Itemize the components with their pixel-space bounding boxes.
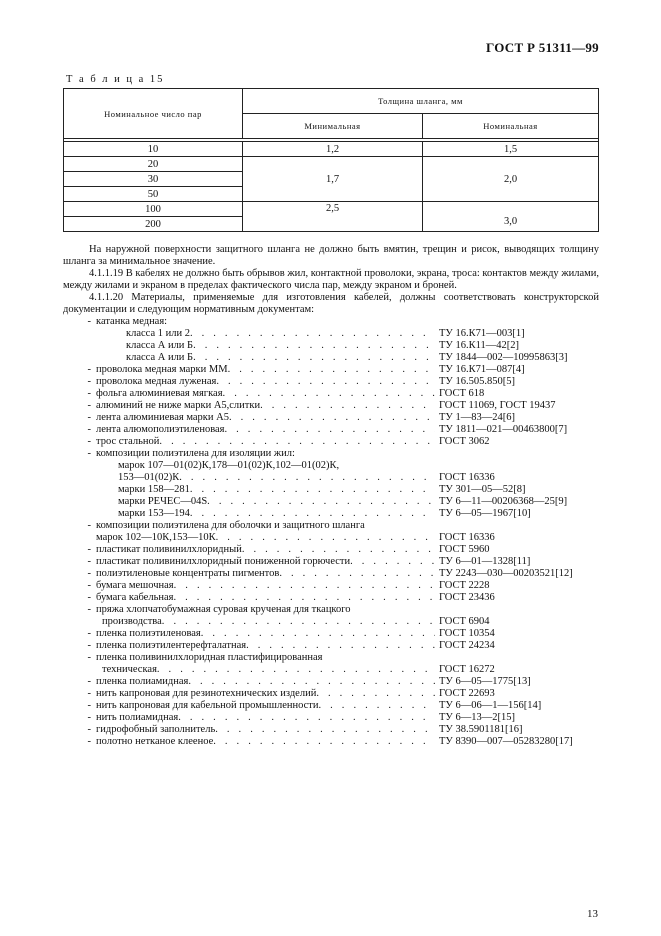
material-standard bbox=[435, 448, 599, 460]
material-name: композиции полиэтилена для оболочки и защитного шланга bbox=[96, 520, 365, 531]
material-name: гидрофобный заполнитель bbox=[96, 724, 216, 735]
list-dash: - bbox=[87, 424, 91, 435]
material-name: проволока медная луженая bbox=[96, 376, 217, 387]
list-dash: - bbox=[87, 388, 91, 399]
material-standard: ТУ 6—05—1775[13] bbox=[439, 676, 531, 687]
materials-list bbox=[63, 316, 599, 748]
material-standard: ГОСТ 2228 bbox=[439, 580, 490, 591]
material-standard: ТУ 16.505.850[5] bbox=[439, 376, 515, 387]
material-item bbox=[63, 628, 599, 640]
material-item bbox=[63, 496, 599, 508]
material-name: нить капроновая для кабельной промышленности bbox=[96, 700, 319, 711]
list-dash: - bbox=[87, 628, 91, 639]
material-standard: ТУ 6—01—1328[11] bbox=[439, 556, 531, 567]
list-dash: - bbox=[87, 364, 91, 375]
dot-leader bbox=[188, 676, 435, 688]
dot-leader bbox=[178, 712, 435, 724]
list-dash: - bbox=[87, 436, 91, 447]
material-item bbox=[63, 364, 599, 376]
table-cell-min: 1,2 bbox=[243, 142, 423, 157]
material-item bbox=[63, 424, 599, 436]
material-item bbox=[63, 460, 599, 472]
material-item bbox=[63, 712, 599, 724]
list-dash: - bbox=[87, 676, 91, 687]
material-item bbox=[63, 664, 599, 676]
material-item bbox=[63, 604, 599, 616]
material-name: проволока медная марки ММ bbox=[96, 364, 228, 375]
material-item bbox=[63, 472, 599, 484]
material-item bbox=[63, 388, 599, 400]
material-item bbox=[63, 568, 599, 580]
material-name: пряжа хлопчатобумажная суровая крученая для ткацкого bbox=[96, 604, 351, 615]
dot-leader bbox=[350, 556, 435, 568]
material-name: лента алюмополиэтиленовая bbox=[96, 424, 225, 435]
dot-leader bbox=[242, 544, 435, 556]
material-item bbox=[63, 616, 599, 628]
list-dash: - bbox=[87, 556, 91, 567]
dot-leader bbox=[228, 364, 435, 376]
material-standard: ТУ 6—13—2[15] bbox=[439, 712, 515, 723]
material-item bbox=[63, 508, 599, 520]
material-standard: ГОСТ 10354 bbox=[439, 628, 495, 639]
table-15 bbox=[63, 88, 599, 232]
dot-leader bbox=[201, 628, 435, 640]
material-name: марок 107—01(02)К,178—01(02)К,102—01(02)К, bbox=[118, 460, 340, 471]
dot-leader bbox=[167, 316, 435, 328]
material-standard: ГОСТ 618 bbox=[439, 388, 485, 399]
dot-leader bbox=[179, 472, 435, 484]
list-dash bbox=[63, 496, 96, 508]
material-item bbox=[63, 700, 599, 712]
material-standard: ТУ 6—06—1—156[14] bbox=[439, 700, 542, 711]
list-dash bbox=[63, 460, 96, 472]
dot-leader bbox=[193, 352, 435, 364]
material-name: класса А или Б bbox=[126, 340, 194, 351]
table-cell-min: 1,7 bbox=[243, 157, 423, 202]
dot-leader bbox=[190, 328, 435, 340]
list-dash: - bbox=[87, 316, 91, 327]
material-item bbox=[63, 352, 599, 364]
material-standard: ГОСТ 16336 bbox=[439, 532, 495, 543]
material-item bbox=[63, 580, 599, 592]
material-standard: ТУ 16.К71—003[1] bbox=[439, 328, 525, 339]
material-standard: ТУ 1—83—24[6] bbox=[439, 412, 515, 423]
material-name: пленка полиамидная bbox=[96, 676, 189, 687]
material-name: пленка полиэтиленовая bbox=[96, 628, 201, 639]
paragraph-4-1-1-19: 4.1.1.19 В кабелях не должно быть обрывов жил, контактной проволоки, экрана, троса: контактов между жилами, между жилами и экраном в пределах фактического числа пар, между экраном и броней. bbox=[63, 268, 599, 291]
material-name: марок 102—10К,153—10К bbox=[96, 532, 216, 543]
material-standard: ТУ 16.К11—42[2] bbox=[439, 340, 519, 351]
material-standard bbox=[435, 460, 599, 472]
material-standard: ГОСТ 22693 bbox=[439, 688, 495, 699]
material-standard: ГОСТ 16336 bbox=[439, 472, 495, 483]
list-dash: - bbox=[87, 688, 91, 699]
col-header-nom: Номинальная bbox=[423, 114, 599, 139]
material-item bbox=[63, 532, 599, 544]
material-item bbox=[63, 448, 599, 460]
material-item bbox=[63, 520, 599, 532]
paragraph-surface: На наружной поверхности защитного шланга не должно быть вмятин, трещин и рисок, выводящих толщину шланга за минимальное значение. bbox=[63, 244, 599, 267]
material-item bbox=[63, 688, 599, 700]
material-name: трос стальной bbox=[96, 436, 160, 447]
list-dash: - bbox=[87, 412, 91, 423]
material-standard: ТУ 6—11—00206368—25[9] bbox=[439, 496, 568, 507]
table-cell-nom: 2,0 bbox=[423, 157, 599, 202]
material-name: класса А или Б bbox=[126, 352, 194, 363]
material-name: пленка полиэтилентерефталатная bbox=[96, 640, 247, 651]
list-dash: - bbox=[87, 592, 91, 603]
table-cell-pairs: 100 bbox=[64, 202, 243, 217]
table-cell-pairs: 200 bbox=[64, 217, 243, 232]
material-name: бумага кабельная bbox=[96, 592, 174, 603]
material-name: бумага мешочная bbox=[96, 580, 174, 591]
table-cell-min: 2,5 bbox=[243, 202, 423, 232]
dot-leader bbox=[173, 592, 435, 604]
material-standard: ТУ 8390—007—05283280[17] bbox=[439, 736, 573, 747]
list-dash: - bbox=[87, 448, 91, 459]
dot-leader bbox=[339, 460, 435, 472]
col-header-min: Минимальная bbox=[243, 114, 423, 139]
dot-leader bbox=[246, 640, 435, 652]
list-dash: - bbox=[87, 724, 91, 735]
material-item bbox=[63, 724, 599, 736]
list-dash: - bbox=[87, 400, 91, 411]
table-caption: Т а б л и ц а 15 bbox=[66, 74, 165, 85]
material-name: композиции полиэтилена для изоляции жил: bbox=[96, 448, 295, 459]
material-name: техническая bbox=[102, 664, 157, 675]
paragraph-4-1-1-20: 4.1.1.20 Материалы, применяемые для изготовления кабелей, должны соответствовать конструкторской документации и следующим нормативным документам: bbox=[63, 292, 599, 315]
material-standard: ГОСТ 24234 bbox=[439, 640, 495, 651]
dot-leader bbox=[319, 700, 436, 712]
list-dash: - bbox=[87, 736, 91, 747]
dot-leader bbox=[223, 388, 435, 400]
material-standard: ГОСТ 11069, ГОСТ 19437 bbox=[439, 400, 556, 411]
page-number: 13 bbox=[587, 908, 598, 920]
dot-leader bbox=[365, 520, 435, 532]
dot-leader bbox=[225, 424, 436, 436]
material-standard bbox=[435, 604, 599, 616]
material-item bbox=[63, 556, 599, 568]
material-standard: ГОСТ 6904 bbox=[439, 616, 490, 627]
table-cell-nom: 3,0 bbox=[423, 202, 599, 232]
table-cell-pairs: 50 bbox=[64, 187, 243, 202]
material-item bbox=[63, 340, 599, 352]
list-dash: - bbox=[87, 520, 91, 531]
material-name: марки РЕЧЕС—04S bbox=[118, 496, 208, 507]
list-dash: - bbox=[87, 712, 91, 723]
document-header: ГОСТ Р 51311—99 bbox=[485, 40, 599, 55]
dot-leader bbox=[215, 724, 435, 736]
document-body bbox=[63, 244, 599, 748]
list-dash bbox=[63, 664, 96, 676]
material-standard: ГОСТ 16272 bbox=[439, 664, 495, 675]
dot-leader bbox=[159, 436, 435, 448]
material-item bbox=[63, 316, 599, 328]
material-item bbox=[63, 436, 599, 448]
list-dash: - bbox=[87, 544, 91, 555]
material-item bbox=[63, 376, 599, 388]
material-name: полотно нетканое клееное bbox=[96, 736, 214, 747]
material-standard bbox=[435, 652, 599, 664]
material-name: марки 153—194 bbox=[118, 508, 190, 519]
material-item bbox=[63, 412, 599, 424]
material-standard: ТУ 301—05—52[8] bbox=[439, 484, 526, 495]
material-item bbox=[63, 544, 599, 556]
dot-leader bbox=[216, 532, 435, 544]
material-name: 153—01(02)К bbox=[118, 472, 180, 483]
list-dash bbox=[63, 484, 96, 496]
material-name: полиэтиленовые концентраты пигментов bbox=[96, 568, 280, 579]
material-name: пластикат поливинилхлоридный пониженной горючести bbox=[96, 556, 351, 567]
list-dash bbox=[63, 472, 96, 484]
dot-leader bbox=[216, 376, 435, 388]
material-item bbox=[63, 400, 599, 412]
list-dash bbox=[63, 508, 96, 520]
material-name: производства bbox=[102, 616, 162, 627]
material-standard: ТУ 16.К71—087[4] bbox=[439, 364, 525, 375]
material-standard: ТУ 6—05—1967[10] bbox=[439, 508, 531, 519]
list-dash: - bbox=[87, 700, 91, 711]
table-cell-pairs: 20 bbox=[64, 157, 243, 172]
material-item bbox=[63, 736, 599, 748]
list-dash: - bbox=[87, 652, 91, 663]
material-name: пленка поливинилхлоридная пластифицированная bbox=[96, 652, 323, 663]
material-name: класса 1 или 2 bbox=[126, 328, 190, 339]
list-dash bbox=[63, 352, 96, 364]
material-standard: ГОСТ 5960 bbox=[439, 544, 490, 555]
table-cell-pairs: 30 bbox=[64, 172, 243, 187]
dot-leader bbox=[260, 400, 435, 412]
material-standard bbox=[435, 316, 599, 328]
material-standard: ТУ 1811—021—00463800[7] bbox=[439, 424, 568, 435]
material-item bbox=[63, 640, 599, 652]
material-item bbox=[63, 484, 599, 496]
material-standard: ГОСТ 23436 bbox=[439, 592, 495, 603]
dot-leader bbox=[190, 508, 435, 520]
material-name: нить капроновая для резинотехнических изделий bbox=[96, 688, 317, 699]
material-item bbox=[63, 592, 599, 604]
dot-leader bbox=[229, 412, 435, 424]
material-name: алюминий не ниже марки А5,слитки bbox=[96, 400, 261, 411]
material-name: катанка медная: bbox=[96, 316, 168, 327]
dot-leader bbox=[351, 604, 435, 616]
dot-leader bbox=[162, 616, 435, 628]
dot-leader bbox=[174, 580, 435, 592]
material-standard bbox=[435, 520, 599, 532]
table-cell-pairs: 10 bbox=[64, 142, 243, 157]
dot-leader bbox=[157, 664, 435, 676]
dot-leader bbox=[279, 568, 435, 580]
list-dash bbox=[63, 532, 96, 544]
material-standard: ГОСТ 3062 bbox=[439, 436, 490, 447]
material-name: пластикат поливинилхлоридный bbox=[96, 544, 242, 555]
material-item bbox=[63, 328, 599, 340]
dot-leader bbox=[316, 688, 435, 700]
list-dash: - bbox=[87, 604, 91, 615]
list-dash: - bbox=[87, 568, 91, 579]
dot-leader bbox=[190, 484, 435, 496]
material-standard: ТУ 38.5901181[16] bbox=[439, 724, 523, 735]
list-dash: - bbox=[87, 376, 91, 387]
list-dash bbox=[63, 340, 96, 352]
material-item bbox=[63, 676, 599, 688]
dot-leader bbox=[193, 340, 435, 352]
dot-leader bbox=[213, 736, 435, 748]
table-cell-nom: 1,5 bbox=[423, 142, 599, 157]
dot-leader bbox=[322, 652, 435, 664]
material-name: марки 158—281 bbox=[118, 484, 190, 495]
material-standard: ТУ 1844—002—10995863[3] bbox=[439, 352, 568, 363]
list-dash bbox=[63, 616, 96, 628]
dot-leader bbox=[207, 496, 435, 508]
list-dash bbox=[63, 328, 96, 340]
list-dash: - bbox=[87, 580, 91, 591]
col-header-thickness: Толщина шланга, мм bbox=[243, 89, 599, 114]
material-name: нить полиамидная bbox=[96, 712, 179, 723]
col-header-pairs: Номинальное число пар bbox=[64, 89, 243, 139]
material-name: фольга алюминиевая мягкая bbox=[96, 388, 223, 399]
dot-leader bbox=[295, 448, 435, 460]
material-item bbox=[63, 652, 599, 664]
list-dash: - bbox=[87, 640, 91, 651]
material-name: лента алюминиевая марки А5 bbox=[96, 412, 229, 423]
material-standard: ТУ 2243—030—00203521[12] bbox=[439, 568, 573, 579]
